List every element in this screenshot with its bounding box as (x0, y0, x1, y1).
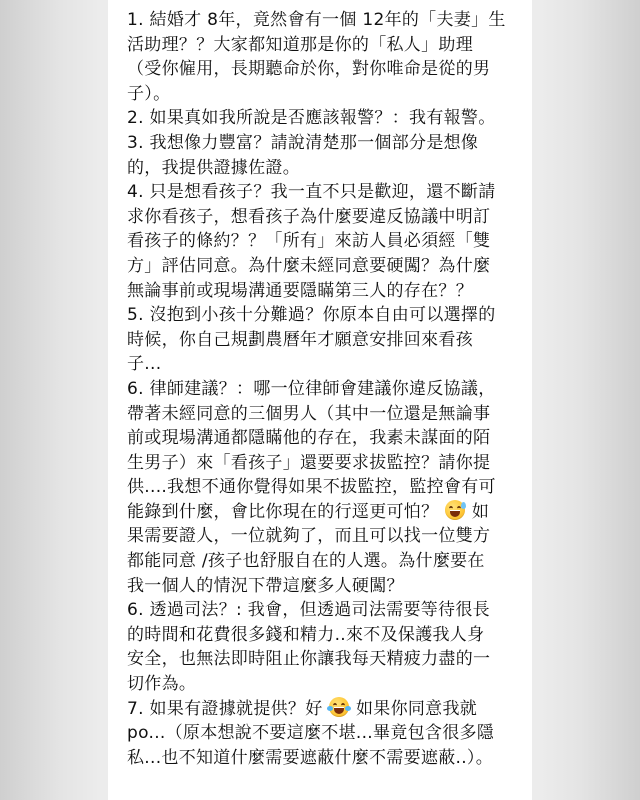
text-line: （受你僱用，長期聽命於你，對你唯命是從的男 (127, 59, 491, 80)
text-line: 時候，你自己規劃農曆年才願意安排回來看孩 (127, 329, 473, 350)
text-line: 私...也不知道什麼需要遮蔽什麼不需要遮蔽..）。 (127, 747, 494, 768)
text-line: 供....我想不通你覺得如果不拔監控，監控會有可 (127, 477, 496, 498)
text-line: 安全，也無法即時阻止你讓我每天精疲力盡的一 (127, 649, 491, 670)
text-line: 帶著未經同意的三個男人（其中一位還是無論事 (127, 403, 491, 424)
text-line: 活助理？？大家都知道那是你的「私人」助理 (127, 34, 473, 55)
text-line: 看孩子的條約？？「所有」來訪人員必須經「雙 (127, 231, 491, 252)
document-page (108, 0, 532, 800)
document-text (127, 8, 519, 770)
text-line: 求你看孩子，想看孩子為什麼要違反協議中明訂 (127, 206, 491, 227)
text-segment: 如 (471, 501, 490, 522)
text-line: 前或現場溝通都隱瞞他的存在，我素未謀面的陌 (127, 428, 491, 449)
text-line: 6. 透過司法？: 我會，但透過司法需要等待很長 (127, 600, 490, 621)
text-line: 的，我提供證據佐證。 (127, 157, 300, 178)
text-line: 1. 結婚才 8年，竟然會有一個 12年的「夫妻」生 (127, 10, 506, 30)
text-line: 3. 我想像力豐富？請說清楚那一個部分是想像 (127, 132, 479, 153)
face-with-tears-of-joy-icon (329, 697, 349, 717)
text-line (127, 697, 519, 722)
text-line: 2. 如果真如我所說是否應該報警？：我有報警。 (127, 108, 496, 129)
text-segment: 7. 如果有證據就提供？好 (127, 698, 323, 719)
grinning-face-with-sweat-icon (445, 500, 465, 520)
text-line: po...（原本想說不要這麼不堪...畢竟包含很多隱 (127, 723, 495, 744)
text-line (127, 500, 519, 525)
text-line: 子... (127, 354, 162, 375)
text-line: 的時間和花費很多錢和精力..來不及保護我人身 (127, 624, 485, 645)
text-line: 切作為。 (127, 674, 197, 695)
text-line: 果需要證人，一位就夠了，而且可以找一位雙方 (127, 526, 491, 547)
text-line: 方」評估同意。為什麼未經同意要硬闖？為什麼 (127, 255, 491, 276)
text-line: 子）。 (127, 83, 171, 104)
text-line: 都能同意 /孩子也舒服自在的人選。為什麼要在 (127, 551, 485, 572)
text-segment: 能錄到什麼，會比你現在的行逕更可怕？ (127, 501, 439, 522)
text-segment: 如果你同意我就 (355, 698, 478, 719)
text-line: 無論事前或現場溝通要隱瞞第三人的存在？？ (127, 280, 473, 301)
text-line: 我一個人的情況下帶這麼多人硬闖？ (127, 575, 404, 596)
text-line: 生男子）來「看孩子」還要要求拔監控？請你提 (127, 452, 491, 473)
text-line: 6. 律師建議？：哪一位律師會建議你違反協議， (127, 378, 496, 399)
text-line: 5. 沒抱到小孩十分難過？你原本自由可以選擇的 (127, 305, 496, 326)
text-line: 4. 只是想看孩子？我一直不只是歡迎，還不斷請 (127, 182, 496, 203)
